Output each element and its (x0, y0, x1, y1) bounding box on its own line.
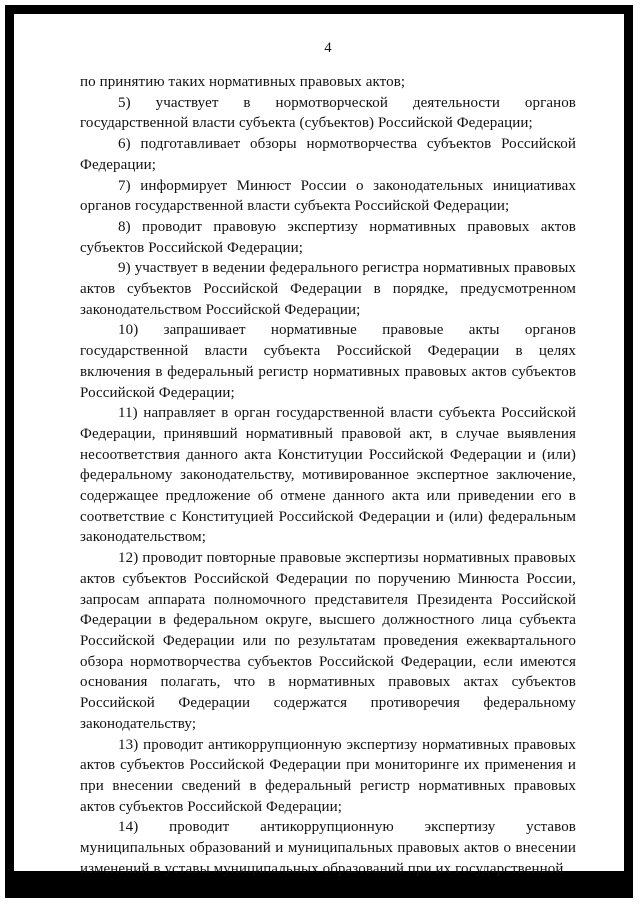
paragraph: 6) подготавливает обзоры нормотворчества субъектов Российской Федерации; (80, 136, 576, 173)
paragraph: по принятию таких нормативных правовых актов; (80, 74, 406, 90)
paragraph: 10) запрашивает нормативные правовые акты органов государственной власти субъекта Российской Федерации в целях включения в федеральный регистр нормативных правовых актов субъектов Российской Федерации; (80, 322, 576, 401)
paragraph: 11) направляет в орган государственной власти субъекта Российской Федерации, принявший нормативный правовой акт, в случае выявления несоответствия данного акта Конституции Российской Федерации и (или) федеральному законодательству, мотивированное экспертное заключение, содержащее предложение об отмене данного акта или приведении его в соответствие с Конституцией Российской Федерации и (или) федеральным законодательством; (80, 405, 576, 546)
paragraph: 7) информирует Минюст России о законодательных инициативах органов государственной власти субъекта Российской Федерации; (80, 177, 576, 215)
paragraph: 13) проводит антикоррупционную экспертизу нормативных правовых актов субъектов Российской Федерации при мониторинге их применения и при внесении сведений в федеральный регистр нормативных правовых актов субъектов Российской Федерации; (80, 736, 576, 815)
document-page (14, 14, 626, 879)
paragraph: 12) проводит повторные правовые экспертизы нормативных правовых актов субъектов Российской Федерации по поручению Минюста России, запросам аппарата полномочного представителя Президента Российской Федерации в федеральном округе, высшего должностного лица субъекта Российской Федерации или по результатам проведения ежеквартального обзора нормотворчества субъектов Российской Федерации, если имеются основания полагать, что в нормативных правовых актах субъектов Российской Федерации содержатся противоречия федеральному законодательству; (80, 550, 576, 732)
paragraph: 9) участвует в ведении федерального регистра нормативных правовых актов субъектов Российской Федерации в порядке, предусмотренном законодательством Российской Федерации; (80, 260, 576, 318)
page-number: 4 (324, 40, 332, 56)
paragraph: 8) проводит правовую экспертизу нормативных правовых актов субъектов Российской Федерации; (80, 218, 576, 256)
paragraph: 5) участвует в нормотворческой деятельности органов государственной власти субъекта (субъектов) Российской Федерации; (80, 94, 576, 132)
paragraph: 14) проводит антикоррупционную экспертизу уставов муниципальных образований и муниципальных правовых актов о внесении изменений в уставы муниципальных образований при их государственной (80, 819, 576, 877)
document-body (80, 72, 576, 879)
